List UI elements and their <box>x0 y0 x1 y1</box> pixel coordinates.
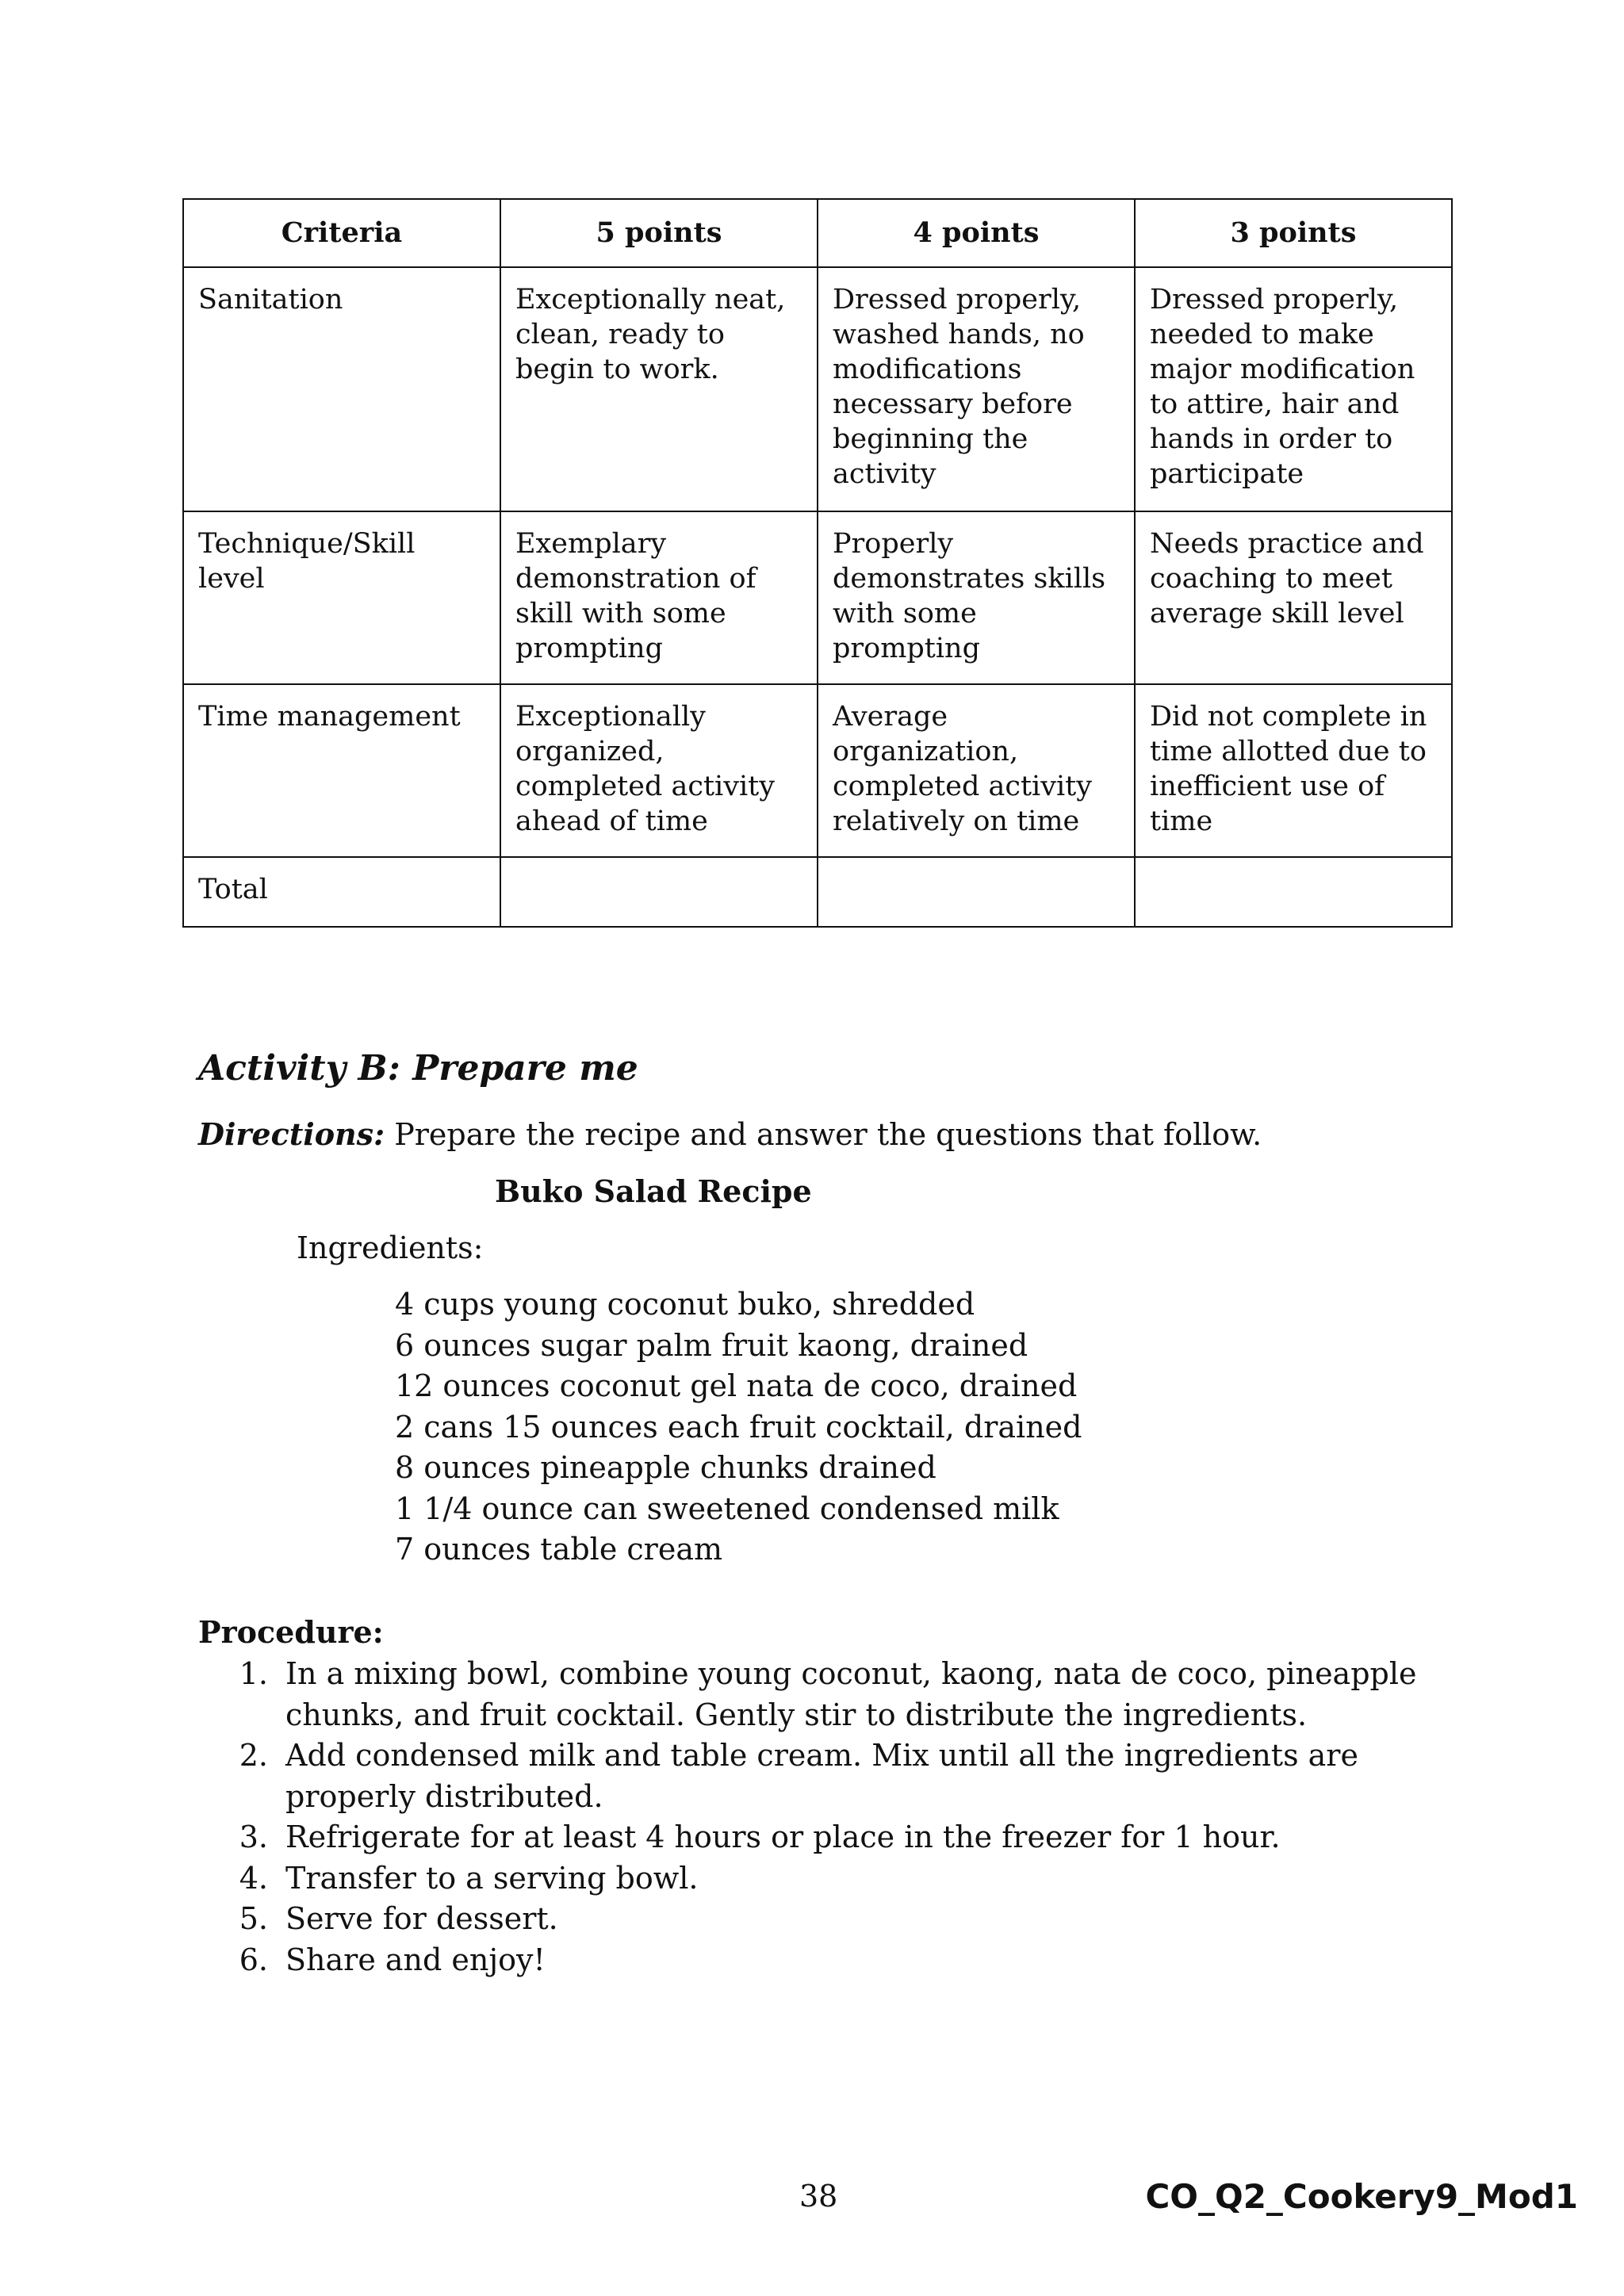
step-text: Transfer to a serving bowl. <box>285 1860 699 1896</box>
procedure-step <box>198 1654 1435 1735</box>
procedure-step <box>198 1817 1435 1858</box>
ingredients-list <box>395 1284 1082 1571</box>
header-criteria: Criteria <box>183 199 500 267</box>
directions <box>198 1116 1262 1152</box>
procedure-list <box>198 1654 1435 1980</box>
header-3-points: 3 points <box>1135 199 1452 267</box>
step-text: Serve for dessert. <box>285 1901 558 1936</box>
procedure-step <box>198 1858 1435 1900</box>
step-text: Add condensed milk and table cream. Mix until all the ingredients are properly distributed. <box>285 1738 1358 1814</box>
step-text: In a mixing bowl, combine young coconut, kaong, nata de coco, pineapple chunks, and fruit cocktail. Gently stir to distribute the ingredients. <box>285 1656 1417 1732</box>
procedure-label: Procedure: <box>198 1614 384 1650</box>
table-row <box>183 684 1452 857</box>
directions-text: Prepare the recipe and answer the questions that follow. <box>385 1117 1262 1152</box>
step-number: 2. <box>239 1738 268 1773</box>
criteria-cell: Sanitation <box>183 267 500 511</box>
five-points-cell <box>500 857 818 927</box>
header-5-points: 5 points <box>500 199 818 267</box>
ingredient-item: 7 ounces table cream <box>395 1532 723 1567</box>
rubric-header-row <box>183 199 1452 267</box>
criteria-cell: Time management <box>183 684 500 857</box>
ingredient-item: 6 ounces sugar palm fruit kaong, drained <box>395 1327 1028 1363</box>
table-row <box>183 267 1452 511</box>
table-row-total <box>183 857 1452 927</box>
five-points-cell: Exceptionally organized, completed activity ahead of time <box>500 684 818 857</box>
step-number: 1. <box>239 1656 268 1691</box>
ingredient-item: 8 ounces pineapple chunks drained <box>395 1450 936 1485</box>
table-row <box>183 511 1452 684</box>
procedure-step <box>198 1899 1435 1940</box>
ingredients-label: Ingredients: <box>297 1230 484 1265</box>
four-points-cell <box>818 857 1135 927</box>
five-points-cell: Exemplary demonstration of skill with some prompting <box>500 511 818 684</box>
five-points-cell: Exceptionally neat, clean, ready to begin to work. <box>500 267 818 511</box>
procedure-step <box>198 1735 1435 1817</box>
ingredient-item: 12 ounces coconut gel nata de coco, drained <box>395 1368 1078 1403</box>
three-points-cell <box>1135 857 1452 927</box>
four-points-cell: Properly demonstrates skills with some prompting <box>818 511 1135 684</box>
step-number: 4. <box>239 1860 268 1896</box>
criteria-cell: Total <box>183 857 500 927</box>
three-points-cell: Dressed properly, needed to make major modification to attire, hair and hands in order to participate <box>1135 267 1452 511</box>
three-points-cell: Did not complete in time allotted due to inefficient use of time <box>1135 684 1452 857</box>
step-number: 3. <box>239 1820 268 1854</box>
step-number: 6. <box>239 1942 268 1977</box>
ingredient-item: 2 cans 15 ounces each fruit cocktail, drained <box>395 1409 1082 1445</box>
recipe-title: Buko Salad Recipe <box>495 1173 812 1209</box>
ingredient-item: 1 1/4 ounce can sweetened condensed milk <box>395 1490 1059 1526</box>
step-number: 5. <box>239 1901 268 1936</box>
criteria-cell: Technique/Skill level <box>183 511 500 684</box>
document-code: CO_Q2_Cookery9_Mod1 <box>1145 2177 1578 2216</box>
four-points-cell: Average organization, completed activity relatively on time <box>818 684 1135 857</box>
rubric-table <box>182 198 1453 928</box>
four-points-cell: Dressed properly, washed hands, no modifications necessary before beginning the activity <box>818 267 1135 511</box>
step-text: Share and enjoy! <box>285 1942 546 1977</box>
page-number: 38 <box>799 2179 838 2214</box>
directions-label: Directions: <box>198 1116 385 1152</box>
step-text: Refrigerate for at least 4 hours or place in the freezer for 1 hour. <box>285 1820 1281 1854</box>
ingredient-item: 4 cups young coconut buko, shredded <box>395 1287 975 1322</box>
three-points-cell: Needs practice and coaching to meet average skill level <box>1135 511 1452 684</box>
procedure-step <box>198 1940 1435 1981</box>
activity-title: Activity B: Prepare me <box>198 1048 638 1089</box>
header-4-points: 4 points <box>818 199 1135 267</box>
